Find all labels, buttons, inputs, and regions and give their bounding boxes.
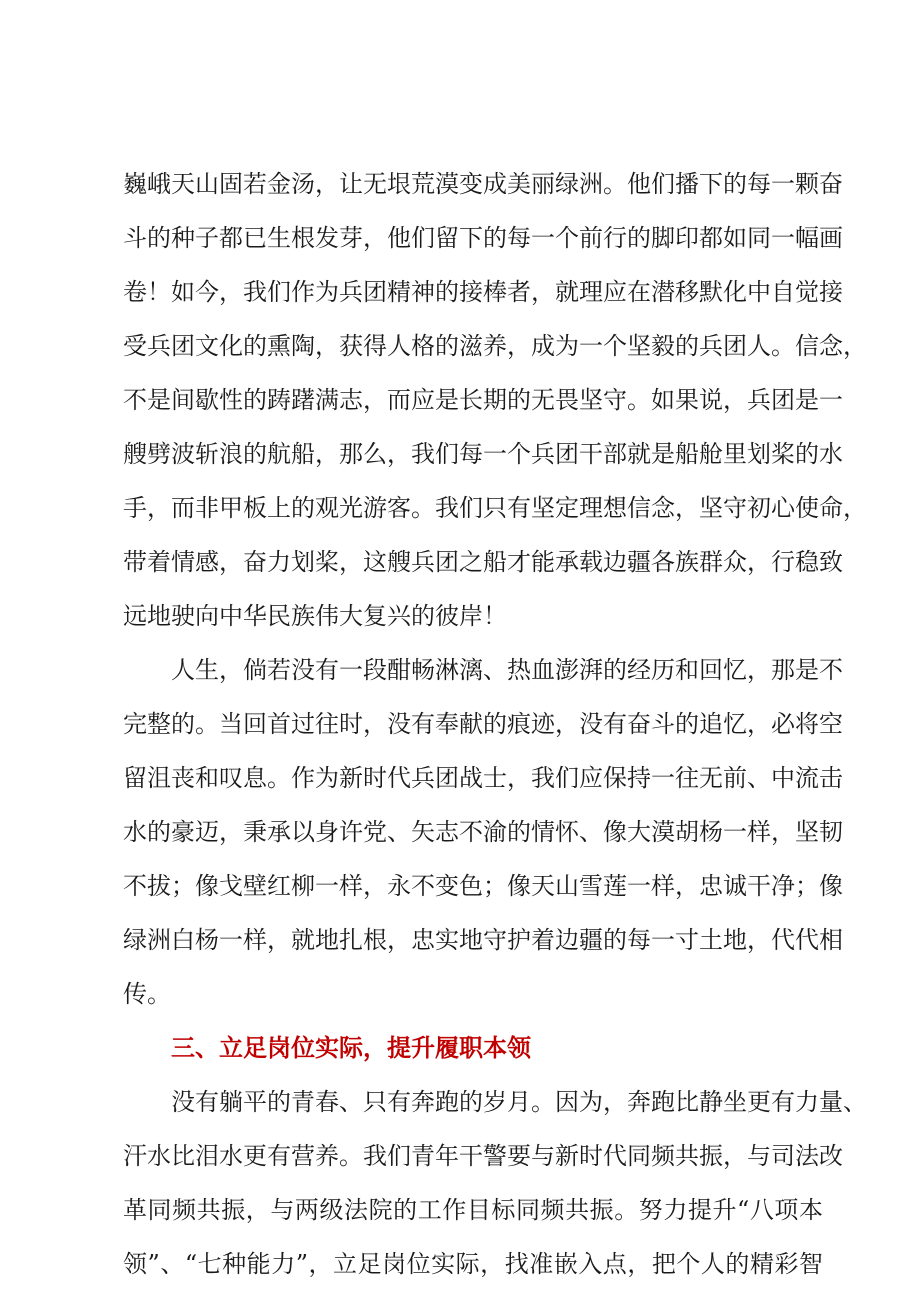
paragraph-3-line-4: 领”、“七种能力”，立足岗位实际，找准嵌入点，把个人的精彩智 — [123, 1250, 823, 1278]
paragraph-2-line-7: 传。 — [123, 980, 171, 1008]
paragraph-2-line-3: 留沮丧和叹息。作为新时代兵团战士，我们应保持一往无前、中流击 — [123, 764, 843, 792]
paragraph-1-line-1: 巍峨天山固若金汤，让无垠荒漠变成美丽绿洲。他们播下的每一颗奋 — [123, 170, 843, 198]
paragraph-2-line-4: 水的豪迈，秉承以身许党、矢志不渝的情怀、像大漠胡杨一样，坚韧 — [123, 818, 843, 846]
section-heading: 三、立足岗位实际，提升履职本领 — [171, 1034, 531, 1062]
paragraph-1-line-3: 卷！如今，我们作为兵团精神的接棒者，就理应在潜移默化中自觉接 — [123, 278, 843, 306]
paragraph-3-line-2: 汗水比泪水更有营养。我们青年干警要与新时代同频共振，与司法改 — [123, 1142, 843, 1170]
paragraph-2-line-1: 人生，倘若没有一段酣畅淋漓、热血澎湃的经历和回忆，那是不 — [171, 656, 843, 684]
paragraph-3-line-3: 革同频共振，与两级法院的工作目标同频共振。努力提升“八项本 — [123, 1196, 823, 1224]
paragraph-1-line-4: 受兵团文化的熏陶，获得人格的滋养，成为一个坚毅的兵团人。信念， — [123, 332, 867, 360]
paragraph-1-line-6: 艘劈波斩浪的航船，那么，我们每一个兵团干部就是船舱里划桨的水 — [123, 440, 843, 468]
paragraph-2-line-2: 完整的。当回首过往时，没有奉献的痕迹，没有奋斗的追忆，必将空 — [123, 710, 843, 738]
paragraph-2-line-5: 不拔；像戈壁红柳一样，永不变色；像天山雪莲一样，忠诚干净；像 — [123, 872, 843, 900]
paragraph-1-line-9: 远地驶向中华民族伟大复兴的彼岸！ — [123, 602, 507, 630]
paragraph-1-line-5: 不是间歇性的踌躇满志，而应是长期的无畏坚守。如果说，兵团是一 — [123, 386, 843, 414]
paragraph-1-line-7: 手，而非甲板上的观光游客。我们只有坚定理想信念，坚守初心使命， — [123, 494, 867, 522]
paragraph-1-line-2: 斗的种子都已生根发芽，他们留下的每一个前行的脚印都如同一幅画 — [123, 224, 843, 252]
paragraph-2-line-6: 绿洲白杨一样，就地扎根，忠实地守护着边疆的每一寸土地，代代相 — [123, 926, 843, 954]
paragraph-1-line-8: 带着情感，奋力划桨，这艘兵团之船才能承载边疆各族群众，行稳致 — [123, 548, 843, 576]
paragraph-3-line-1: 没有躺平的青春、只有奔跑的岁月。因为，奔跑比静坐更有力量、 — [171, 1088, 867, 1116]
